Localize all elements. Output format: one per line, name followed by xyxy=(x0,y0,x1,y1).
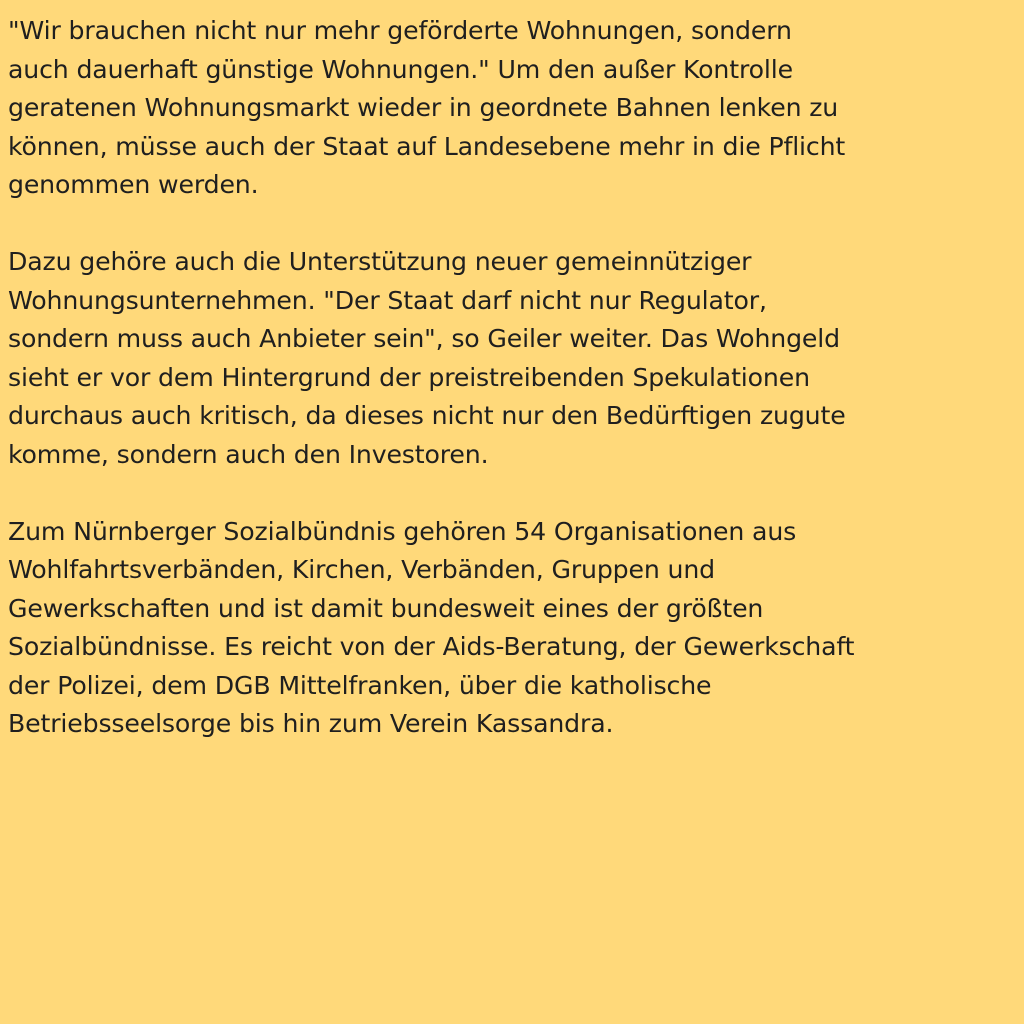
paragraph-1 xyxy=(8,12,1016,205)
text-line: der Polizei, dem DGB Mittelfranken, über die katholische xyxy=(8,670,712,700)
text-line: Zum Nürnberger Sozialbündnis gehören 54 Organisationen aus xyxy=(8,516,797,546)
text-line: genommen werden. xyxy=(8,170,259,199)
paragraph-3 xyxy=(8,513,1016,744)
text-line: Sozialbündnisse. Es reicht von der Aids-Beratung, der Gewerkschaft xyxy=(8,632,855,661)
text-line: Wohnungsunternehmen. "Der Staat darf nicht nur Regulator, xyxy=(8,285,767,315)
text-line: Betriebsseelsorge bis hin zum Verein Kassandra. xyxy=(8,709,614,738)
text-line: durchaus auch kritisch, da dieses nicht nur den Bedürftigen zugute xyxy=(8,401,846,430)
text-line: Dazu gehöre auch die Unterstützung neuer gemeinnütziger xyxy=(8,247,752,276)
text-line: Gewerkschaften und ist damit bundesweit eines der größten xyxy=(8,593,764,623)
text-line: können, müsse auch der Staat auf Landesebene mehr in die Pflicht xyxy=(8,131,846,161)
text-line: auch dauerhaft günstige Wohnungen." Um den außer Kontrolle xyxy=(8,54,793,84)
paragraph-2 xyxy=(8,243,1016,474)
text-line: geratenen Wohnungsmarkt wieder in geordnete Bahnen lenken zu xyxy=(8,93,839,122)
text-line: Wohlfahrtsverbänden, Kirchen, Verbänden, Gruppen und xyxy=(8,555,715,584)
text-line: sieht er vor dem Hintergrund der preistreibenden Spekulationen xyxy=(8,362,810,392)
paragraph-spacer xyxy=(8,205,1016,244)
text-line: sondern muss auch Anbieter sein", so Geiler weiter. Das Wohngeld xyxy=(8,324,840,353)
paragraph-spacer xyxy=(8,474,1016,513)
text-line: "Wir brauchen nicht nur mehr geförderte Wohnungen, sondern xyxy=(8,16,792,45)
text-line: komme, sondern auch den Investoren. xyxy=(8,439,489,469)
